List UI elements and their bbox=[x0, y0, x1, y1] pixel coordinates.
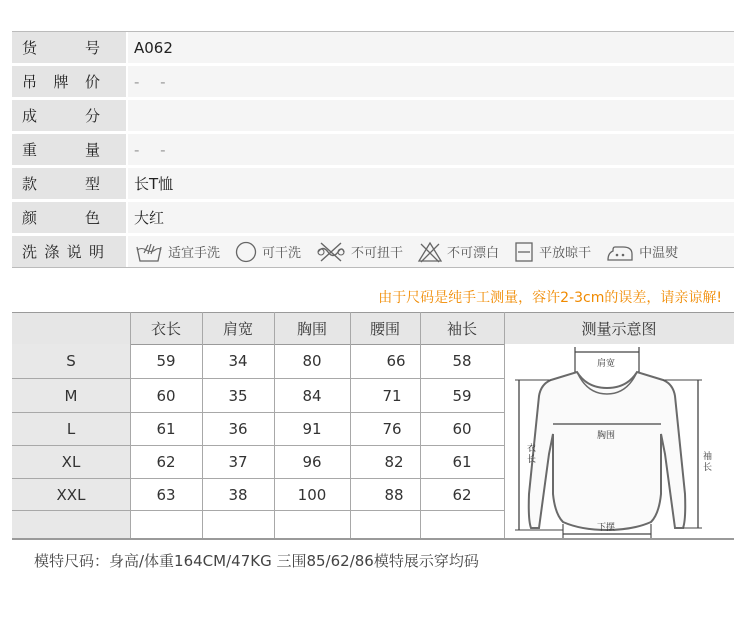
info-row-weight bbox=[12, 134, 734, 168]
hand-wash-icon bbox=[134, 241, 164, 263]
cell-value: 62 bbox=[156, 453, 176, 471]
cell-value: 58 bbox=[452, 352, 472, 370]
info-row-care bbox=[12, 236, 734, 268]
cell-value: 62 bbox=[452, 485, 472, 504]
info-label-char: 价 bbox=[84, 73, 100, 91]
tag-price-value: - - bbox=[128, 66, 734, 97]
material-value bbox=[128, 100, 734, 131]
cell-value: 60 bbox=[452, 420, 472, 438]
info-label-char: 量 bbox=[84, 141, 100, 159]
cell-value: 59 bbox=[452, 386, 472, 405]
care-text: 中温熨 bbox=[639, 246, 679, 261]
size-label-m: M bbox=[64, 386, 78, 405]
measurement-diagram bbox=[505, 344, 734, 538]
care-instructions bbox=[128, 236, 734, 267]
care-item bbox=[605, 241, 678, 263]
info-row-style bbox=[12, 168, 734, 202]
info-label-char: 吊 bbox=[22, 73, 38, 91]
no-bleach-icon bbox=[417, 241, 443, 263]
size-label-xl: XL bbox=[61, 453, 81, 471]
info-label-char: 说 bbox=[66, 243, 82, 261]
info-label-char: 型 bbox=[84, 175, 100, 193]
info-label-char: 明 bbox=[88, 243, 104, 261]
info-row-color bbox=[12, 202, 734, 236]
info-row-sku bbox=[12, 31, 734, 66]
cell-value: 35 bbox=[228, 386, 248, 405]
info-label-char: 牌 bbox=[53, 73, 69, 91]
header-diagram: 测量示意图 bbox=[581, 320, 657, 338]
size-table-bottom-border bbox=[12, 538, 734, 540]
header-length: 衣长 bbox=[150, 320, 181, 338]
cell-value: 59 bbox=[156, 352, 176, 370]
care-item bbox=[134, 241, 220, 263]
cell-value: 37 bbox=[228, 453, 248, 471]
cell-value: 71 bbox=[382, 386, 402, 405]
info-label-char: 涤 bbox=[44, 243, 60, 261]
care-item bbox=[513, 241, 591, 263]
cell-value: 76 bbox=[382, 420, 402, 438]
care-item bbox=[417, 241, 499, 263]
cell-value: 96 bbox=[302, 453, 322, 471]
cell-value: 88 bbox=[384, 485, 404, 504]
info-row-tag-price bbox=[12, 66, 734, 100]
style-value: 长T恤 bbox=[128, 168, 734, 199]
care-text: 不可扭干 bbox=[351, 246, 404, 261]
info-label-char: 分 bbox=[84, 107, 100, 125]
color-value: 大红 bbox=[128, 202, 734, 233]
size-label-s: S bbox=[66, 352, 76, 370]
flat-dry-icon bbox=[513, 241, 535, 263]
cell-value: 100 bbox=[297, 485, 327, 504]
cell-value: 61 bbox=[156, 420, 176, 438]
cell-value: 61 bbox=[452, 453, 472, 471]
product-info-table bbox=[12, 31, 734, 268]
info-label-char: 款 bbox=[22, 175, 38, 193]
info-label-char: 成 bbox=[22, 107, 38, 125]
header-chest: 胸围 bbox=[296, 320, 327, 338]
care-text: 适宜手洗 bbox=[168, 246, 221, 261]
measurement-notice: 由于尺码是纯手工测量，容许2-3cm的误差，请亲谅解! bbox=[378, 290, 722, 306]
header-shoulder: 肩宽 bbox=[222, 320, 253, 338]
care-text: 平放晾干 bbox=[539, 246, 592, 261]
cell-value: 80 bbox=[302, 352, 322, 370]
info-label-char: 重 bbox=[22, 141, 38, 159]
cell-value: 66 bbox=[386, 352, 406, 370]
no-wring-icon bbox=[315, 241, 347, 263]
care-text: 可干洗 bbox=[262, 246, 302, 261]
info-label-char: 号 bbox=[84, 39, 100, 57]
diagram-label-sleeve: 袖长 bbox=[703, 452, 713, 473]
header-sleeve: 袖长 bbox=[446, 320, 477, 338]
shirt-diagram bbox=[505, 344, 734, 538]
iron-medium-icon bbox=[605, 241, 635, 263]
model-size-note: 模特尺码：身高/体重164CM/47KG 三围85/62/86模特展示穿均码 bbox=[34, 552, 479, 570]
cell-value: 84 bbox=[302, 386, 322, 405]
cell-value: 34 bbox=[228, 352, 248, 370]
sku-value: A062 bbox=[128, 32, 734, 63]
cell-value: 91 bbox=[302, 420, 322, 438]
info-label-char: 洗 bbox=[22, 243, 38, 261]
size-label-l: L bbox=[66, 420, 76, 438]
care-item bbox=[234, 241, 301, 263]
header-waist: 腰围 bbox=[369, 320, 400, 338]
cell-value: 38 bbox=[228, 485, 248, 504]
cell-value: 82 bbox=[384, 453, 404, 471]
info-label-char: 色 bbox=[84, 209, 100, 227]
cell-value: 36 bbox=[228, 420, 248, 438]
info-row-material bbox=[12, 100, 734, 134]
diagram-label-hem: 下摆 bbox=[597, 523, 616, 533]
weight-value: - - bbox=[128, 134, 734, 165]
info-label-char: 货 bbox=[22, 39, 38, 57]
cell-value: 60 bbox=[156, 386, 176, 405]
size-table bbox=[12, 312, 734, 544]
diagram-label-chest: 胸围 bbox=[597, 431, 616, 441]
size-label-xxl: XXL bbox=[56, 485, 86, 504]
care-item bbox=[315, 241, 403, 263]
care-text: 不可漂白 bbox=[447, 246, 500, 261]
dry-clean-icon bbox=[234, 241, 258, 263]
grid-line bbox=[12, 510, 504, 511]
diagram-label-shoulder: 肩宽 bbox=[597, 359, 616, 369]
diagram-label-length: 衣长 bbox=[527, 444, 537, 465]
info-label-char: 颜 bbox=[22, 209, 38, 227]
cell-value: 63 bbox=[156, 485, 176, 504]
